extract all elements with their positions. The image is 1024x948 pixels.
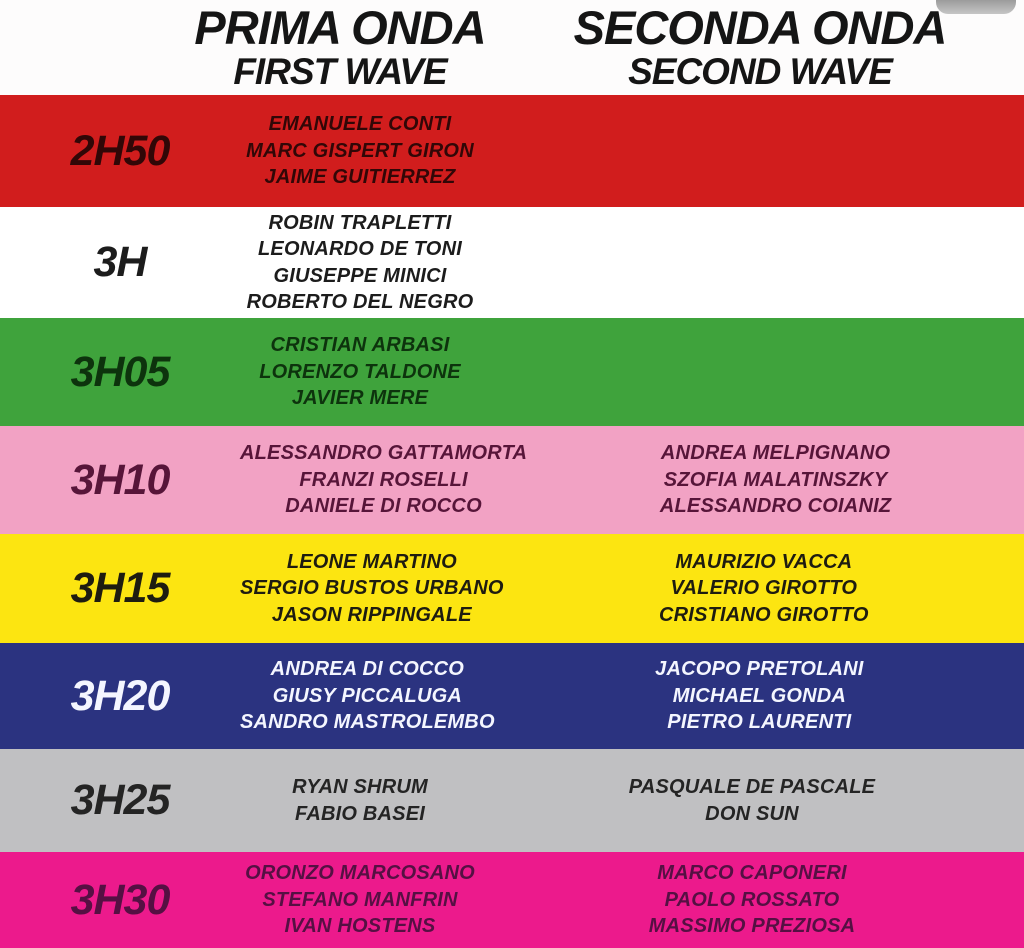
pacer-name: RYAN SHRUM: [292, 776, 428, 799]
pacer-name: CRISTIANO GIROTTO: [658, 603, 869, 626]
pacer-name: DON SUN: [705, 802, 799, 825]
pacer-name: ALESSANDRO COIANIZ: [659, 495, 892, 518]
first-wave-names: [240, 774, 480, 827]
time-label: 3H30: [70, 875, 170, 924]
first-wave-names: [240, 440, 527, 519]
second-wave-names: [527, 440, 1024, 519]
header-second-wave-subtitle: SECOND WAVE: [628, 51, 892, 92]
pacer-name: LEONE MARTINO: [286, 550, 457, 573]
pacer-name: JAVIER MERE: [291, 387, 429, 410]
pacer-name: MASSIMO PREZIOSA: [648, 915, 856, 938]
pacer-name: VALERIO GIROTTO: [670, 577, 858, 600]
time-label: 3H05: [70, 347, 170, 396]
wave-row: [0, 318, 1024, 426]
first-wave-names: [240, 549, 504, 628]
header-first-wave-title: PRIMA ONDA: [194, 1, 486, 54]
pacer-name: MARCO CAPONERI: [657, 862, 847, 885]
time-label: 3H15: [70, 564, 170, 612]
wave-row: [0, 534, 1024, 643]
header-first-wave-subtitle: FIRST WAVE: [233, 51, 447, 92]
pacer-name: CRISTIAN ARBASI: [270, 334, 450, 357]
first-wave-names: [240, 111, 480, 190]
wave-row: [0, 852, 1024, 948]
time-label: 2H50: [70, 126, 170, 175]
wave-rows: [0, 95, 1024, 948]
pacer-name: ALESSANDRO GATTAMORTA: [240, 442, 528, 465]
wave-row: [0, 207, 1024, 318]
header-first-wave: [165, 1, 515, 92]
first-wave-names: [240, 332, 480, 411]
first-wave-names: [240, 860, 480, 939]
pacer-name: JASON RIPPINGALE: [271, 603, 472, 626]
wave-row: [0, 426, 1024, 534]
time-label: 3H: [93, 238, 147, 286]
pacer-name: MARC GISPERT GIRON: [246, 139, 474, 162]
pacer-name: PASQUALE DE PASCALE: [628, 776, 876, 799]
time-label: 3H25: [70, 776, 170, 824]
pacer-name: SZOFIA MALATINSZKY: [663, 468, 888, 491]
pacer-name: PAOLO ROSSATO: [664, 888, 840, 911]
pacer-name: ORONZO MARCOSANO: [245, 862, 475, 885]
header-second-wave: [550, 1, 970, 92]
pacer-name: LEONARDO DE TONI: [258, 238, 462, 261]
pacer-name: PIETRO LAURENTI: [667, 711, 852, 734]
second-wave-names: [495, 656, 1024, 735]
wave-row: [0, 643, 1024, 749]
pacer-name: ANDREA MELPIGNANO: [660, 442, 891, 465]
pacer-name: JAIME GUITIERREZ: [264, 166, 456, 189]
pacer-name: GIUSEPPE MINICI: [273, 264, 447, 287]
pacer-name: MICHAEL GONDA: [672, 684, 847, 707]
pacer-name: JACOPO PRETOLANI: [655, 658, 864, 681]
second-wave-names: [504, 549, 1024, 628]
header-second-wave-title: SECONDA ONDA: [573, 1, 947, 54]
first-wave-names: [240, 210, 480, 316]
pacer-name: SERGIO BUSTOS URBANO: [240, 577, 504, 600]
pacer-name: ROBIN TRAPLETTI: [268, 211, 452, 234]
pacer-name: MAURIZIO VACCA: [675, 550, 853, 573]
second-wave-names: [480, 860, 1024, 939]
wave-row: [0, 95, 1024, 207]
header: [0, 0, 1024, 95]
first-wave-names: [240, 656, 495, 735]
pacer-name: SANDRO MASTROLEMBO: [240, 711, 495, 734]
time-label: 3H20: [70, 671, 170, 720]
pacer-name: EMANUELE CONTI: [268, 113, 452, 136]
pacer-name: DANIELE DI ROCCO: [285, 495, 482, 518]
wave-row: [0, 749, 1024, 852]
pacer-name: GIUSY PICCALUGA: [272, 684, 463, 707]
second-wave-names: [480, 774, 1024, 827]
pacer-name: STEFANO MANFRIN: [262, 888, 458, 911]
pacer-name: ANDREA DI COCCO: [270, 658, 465, 681]
pacer-name: ROBERTO DEL NEGRO: [246, 290, 474, 313]
pacer-name: IVAN HOSTENS: [284, 915, 436, 938]
pacer-name: FABIO BASEI: [295, 802, 425, 825]
pacer-name: LORENZO TALDONE: [259, 360, 461, 383]
time-label: 3H10: [70, 455, 170, 504]
pacer-name: FRANZI ROSELLI: [299, 468, 468, 491]
